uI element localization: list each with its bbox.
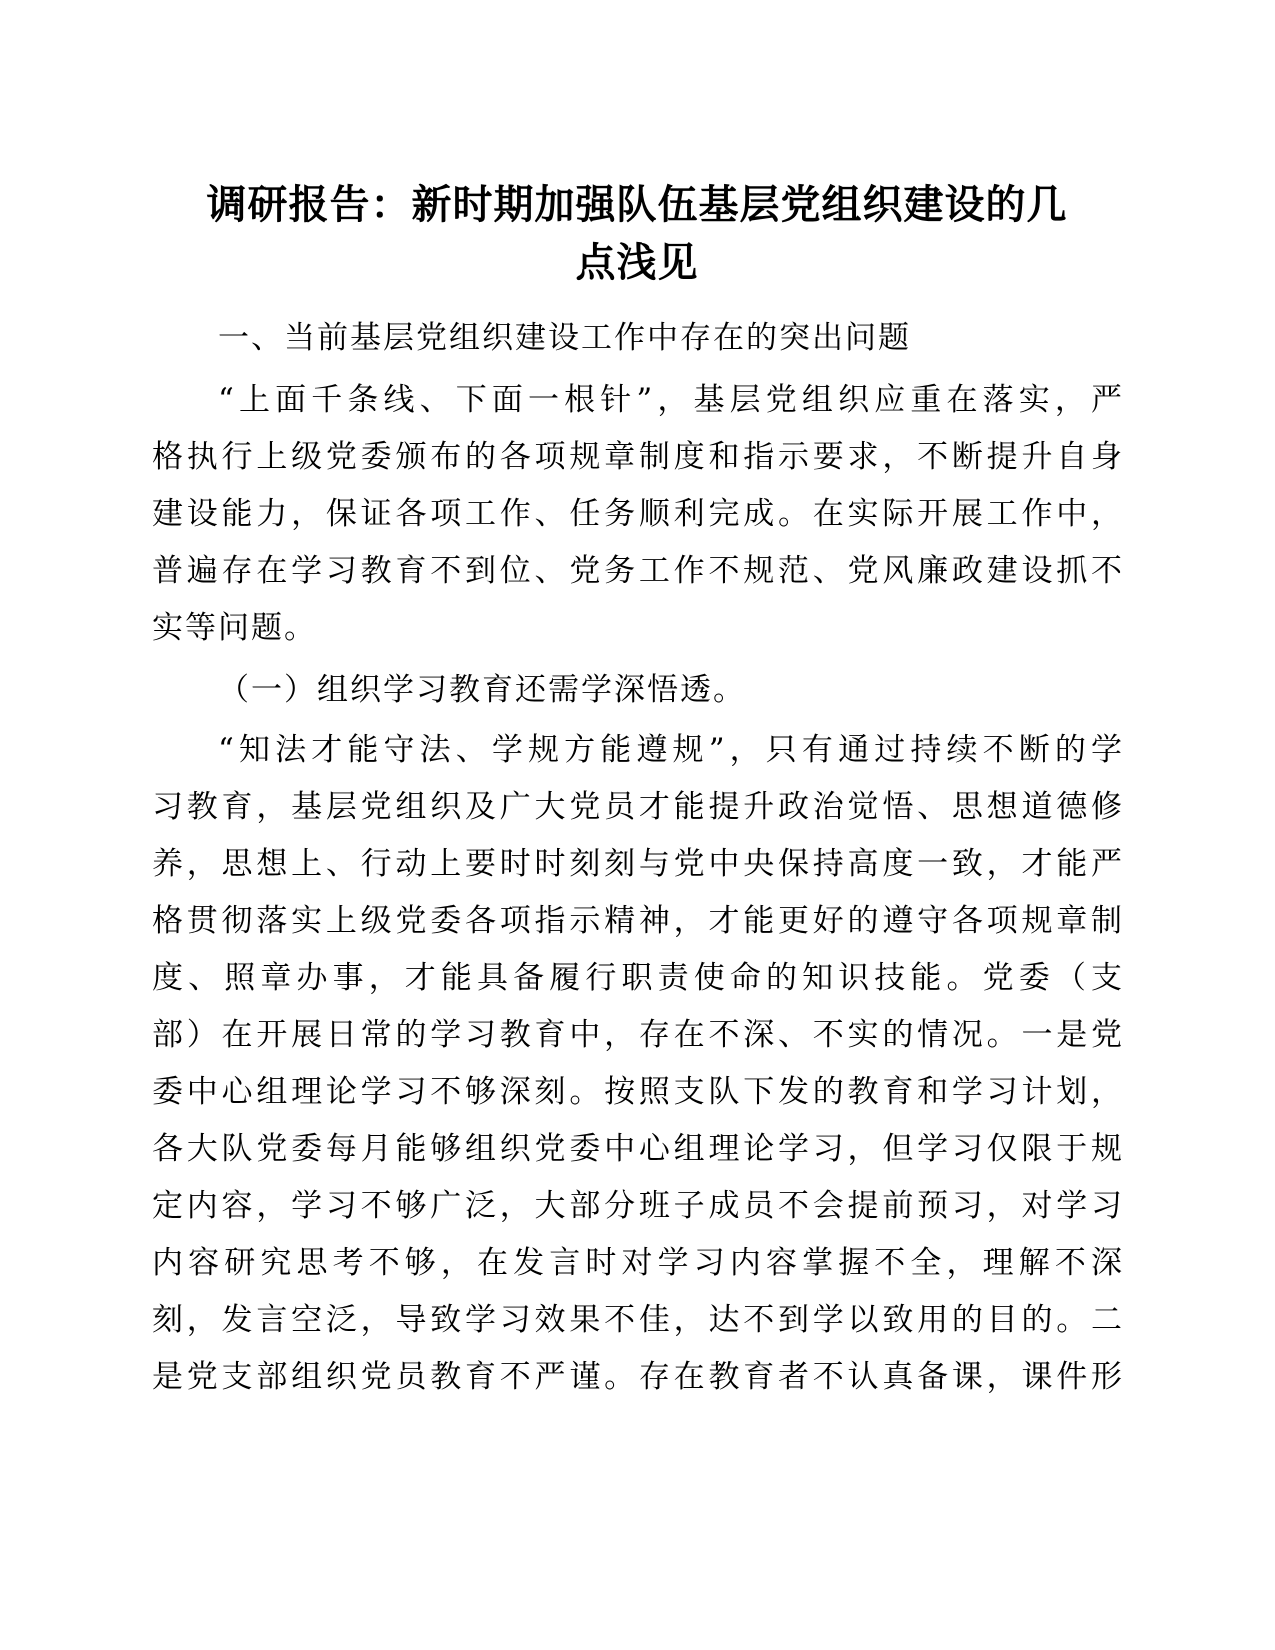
paragraph-line: “上面千条线、下面一根针”，基层党组织应重在落实，严 [218,382,1124,418]
paragraph-line: 度、照章办事，才能具备履行职责使命的知识技能。党委（支 [152,960,1124,996]
paragraph-line: 习教育，基层党组织及广大党员才能提升政治觉悟、思想道德修 [152,789,1124,825]
section-heading: 一、当前基层党组织建设工作中存在的突出问题 [218,320,911,356]
paragraph-1 [152,372,1124,657]
title-line: 点浅见 [575,240,699,286]
paragraph-line: 各大队党委每月能够组织党委中心组理论学习，但学习仅限于规 [152,1131,1124,1167]
subheading-block [152,662,1124,719]
paragraph-line: 普遍存在学习教育不到位、党务工作不规范、党风廉政建设抓不 [152,553,1124,589]
paragraph-line: 内容研究思考不够，在发言时对学习内容掌握不全，理解不深 [152,1245,1124,1281]
paragraph-line: 刻，发言空泛，导致学习效果不佳，达不到学以致用的目的。二 [152,1302,1124,1338]
paragraph-2 [152,722,1124,1406]
paragraph-line: 定内容，学习不够广泛，大部分班子成员不会提前预习，对学习 [152,1188,1124,1224]
paragraph-line: 建设能力，保证各项工作、任务顺利完成。在实际开展工作中， [152,496,1124,532]
title-line: 调研报告：新时期加强队伍基层党组织建设的几 [206,182,1068,228]
paragraph-line: 养，思想上、行动上要时时刻刻与党中央保持高度一致，才能严 [152,846,1124,882]
subheading: （一）组织学习教育还需学深悟透。 [218,672,746,708]
document-title [150,176,1124,292]
paragraph-line: 格贯彻落实上级党委各项指示精神，才能更好的遵守各项规章制 [152,903,1124,939]
paragraph-line: 格执行上级党委颁布的各项规章制度和指示要求，不断提升自身 [152,439,1124,475]
paragraph-line: 是党支部组织党员教育不严谨。存在教育者不认真备课，课件形 [152,1359,1124,1395]
paragraph-line: “知法才能守法、学规方能遵规”，只有通过持续不断的学 [218,732,1124,768]
paragraph-line: 委中心组理论学习不够深刻。按照支队下发的教育和学习计划， [152,1074,1124,1110]
paragraph-line: 实等问题。 [152,610,317,646]
paragraph-line: 部）在开展日常的学习教育中，存在不深、不实的情况。一是党 [152,1017,1124,1053]
